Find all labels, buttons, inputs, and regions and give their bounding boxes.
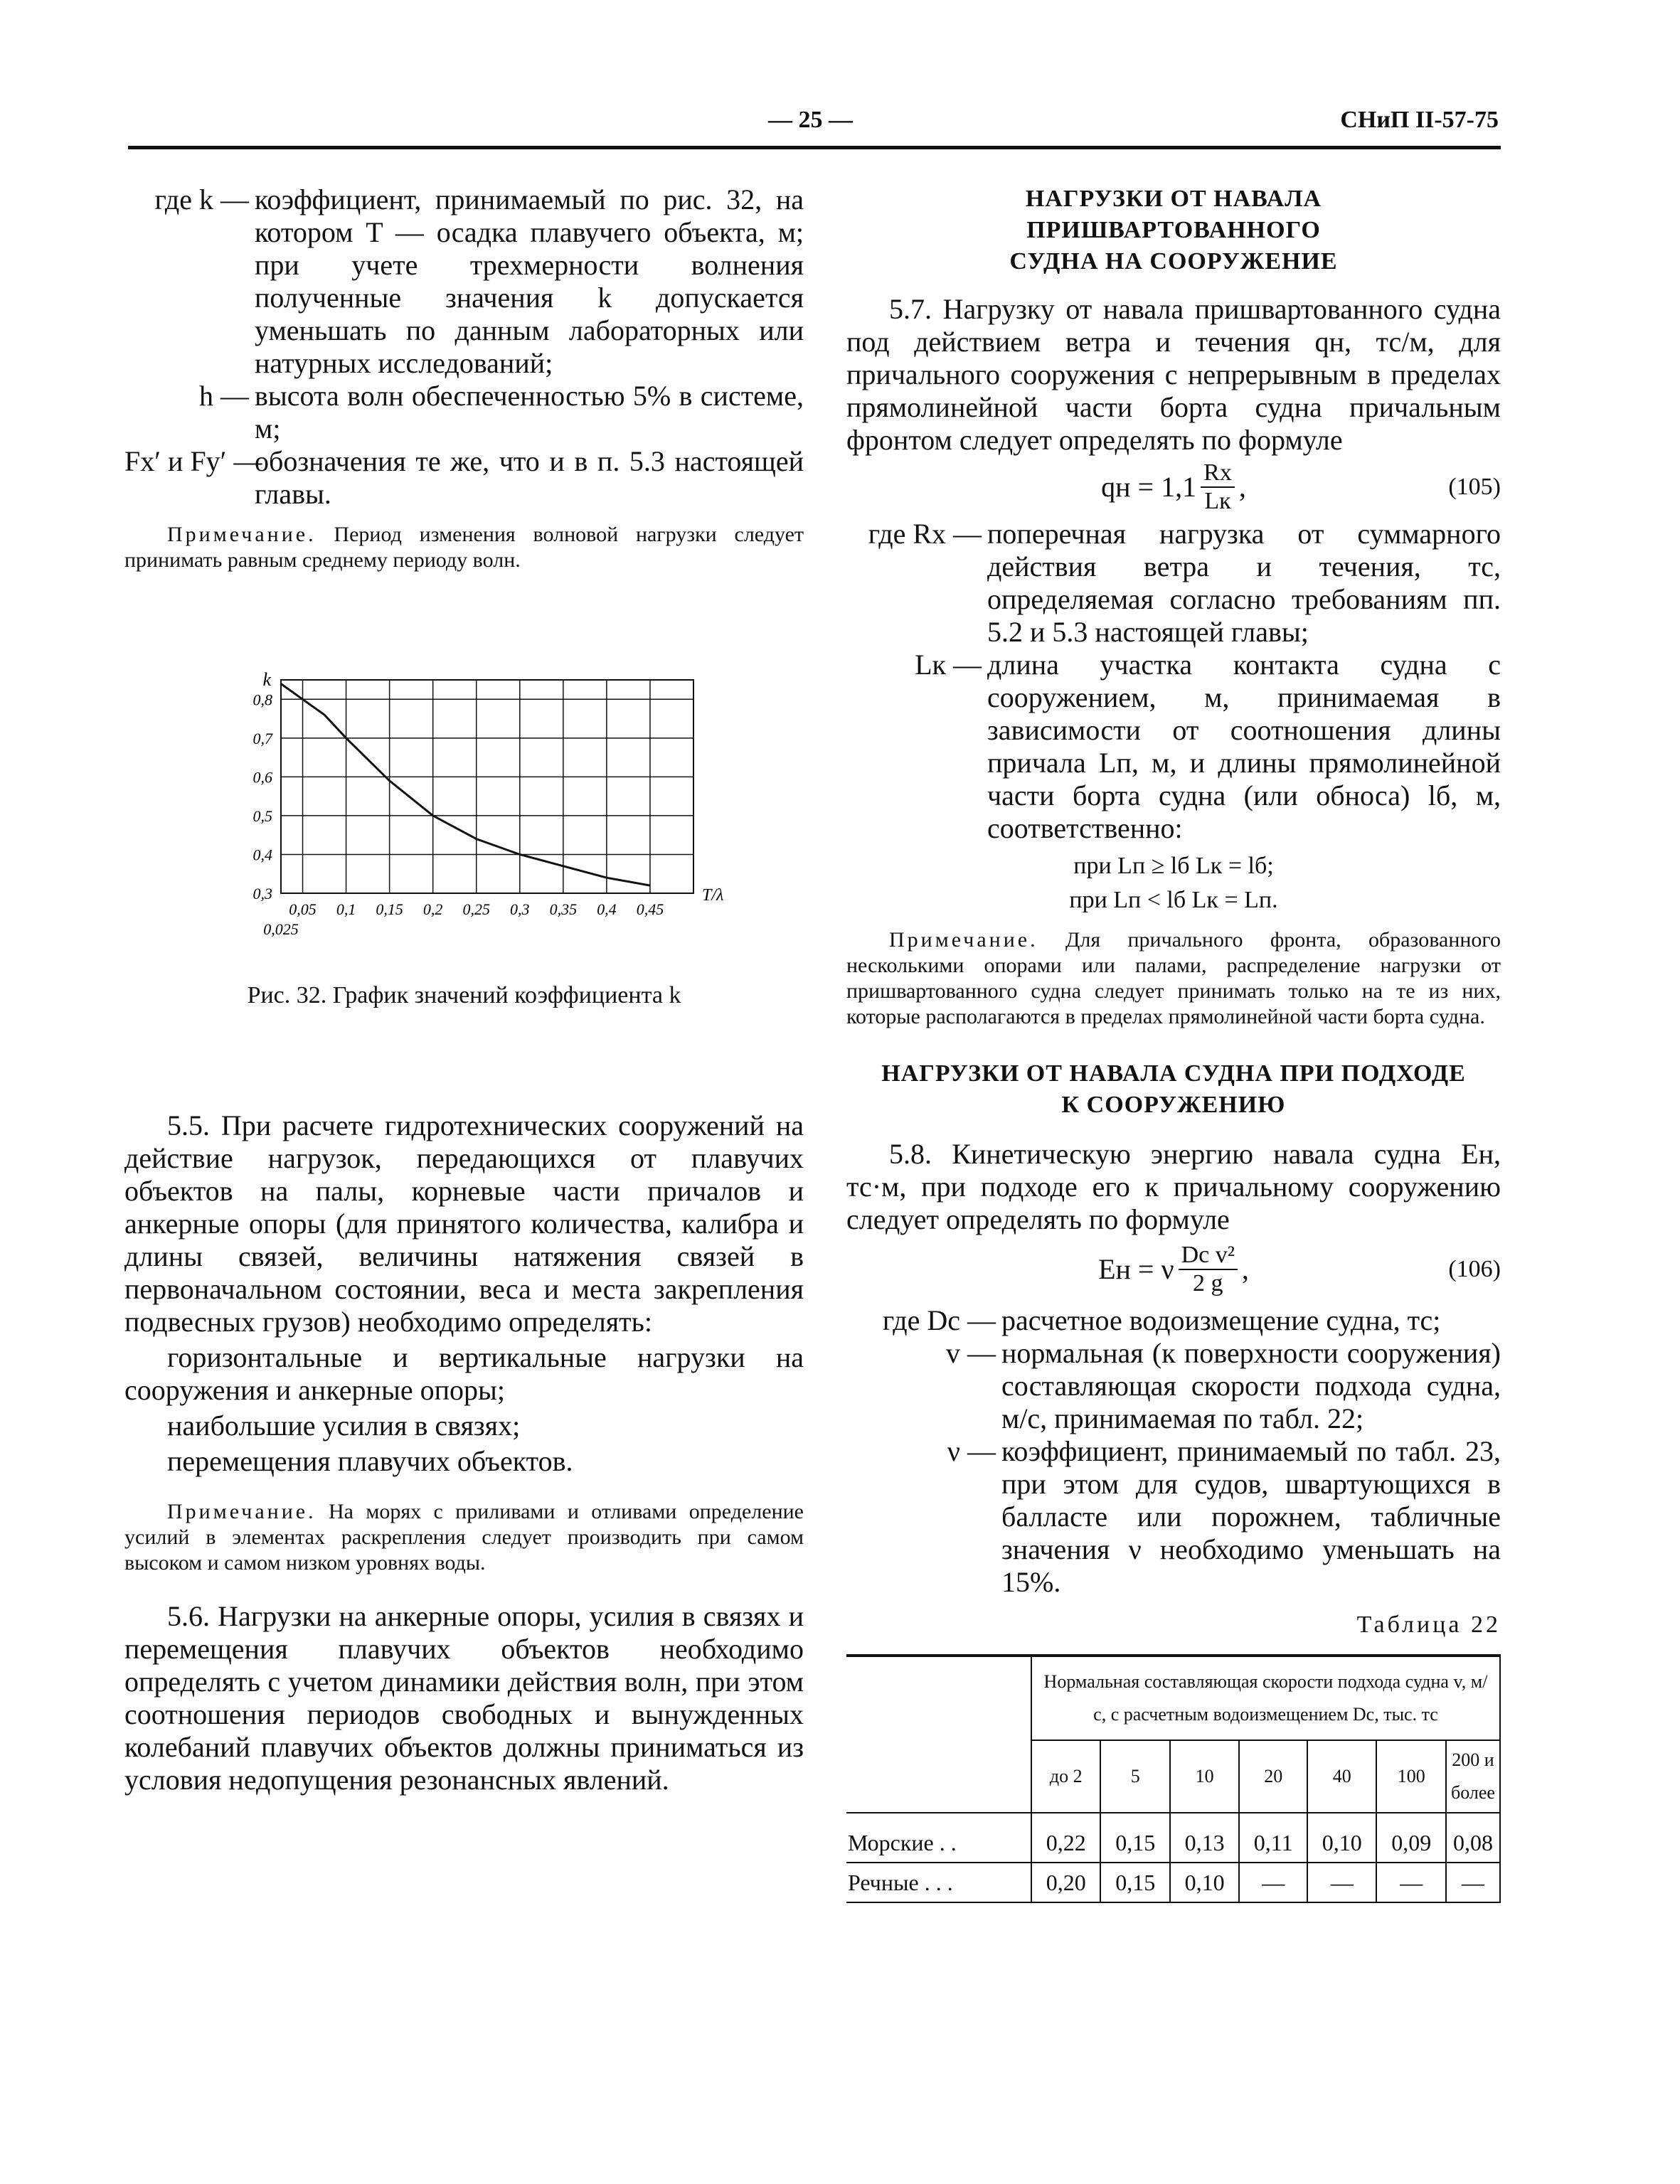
table-column-header: до 2 [1031, 1740, 1100, 1813]
fraction-denominator: Lк [1204, 488, 1231, 514]
condition-2: при Lп < lб Lк = Lп. [1069, 887, 1278, 913]
definition-term: где k — [154, 183, 249, 215]
definition-term: h — [199, 380, 249, 412]
table-cell: — [1307, 1863, 1376, 1902]
formula-lhs: Eн = ν [1098, 1253, 1174, 1285]
figure-32 [238, 659, 836, 950]
table-title: Таблица 22 [1356, 1612, 1501, 1638]
document-code: СНиП II-57-75 [1340, 107, 1499, 133]
note-label: Примечание. [167, 1500, 317, 1523]
definition-k [124, 183, 804, 380]
definition-v [846, 1337, 1501, 1435]
x-tick-label: 0,15 [376, 900, 403, 918]
table-cell: 0,08 [1446, 1813, 1500, 1863]
note-1 [124, 522, 804, 573]
x-tick-label: 0,025 [263, 920, 299, 938]
paragraph-5-7: 5.7. Нагрузку от навала пришвартованного судна под действием ветра и течения qн, тс/м, для причального сооружения с непрерывным в пределах прямолинейной части борта судна причальным фронтом следует определять по формуле [846, 293, 1501, 456]
table-cell: — [1376, 1863, 1446, 1902]
table-cell: — [1239, 1863, 1307, 1902]
formula-fraction [1179, 1242, 1238, 1297]
list-item: наибольшие усилия в связях; [167, 1410, 521, 1442]
note-2 [124, 1499, 804, 1576]
definition-rx [846, 518, 1501, 649]
definition-body: поперечная нагрузка от суммарного действия ветра и течения, тс, определяемая согласно требованиям пп. 5.2 и 5.3 настоящей главы; [987, 518, 1501, 648]
list-item: перемещения плавучих объектов. [167, 1445, 573, 1477]
note-3 [846, 927, 1501, 1030]
table-column-header: 40 [1307, 1740, 1376, 1813]
formula-number: (105) [1448, 474, 1501, 500]
definition-body: длина участка контакта судна с сооружением, м, принимаемая в зависимости от соотношения длины причала Lп, м, и длины прямолинейной части борта судна (или обноса) lб, м, соответственно: [987, 649, 1501, 844]
x-tick-label: 0,2 [422, 900, 443, 918]
table-column-header: 5 [1100, 1740, 1169, 1813]
definition-h [124, 380, 804, 445]
table-column-header: 100 [1376, 1740, 1446, 1813]
formula-106 [846, 1242, 1501, 1297]
y-axis-label: k [262, 669, 271, 690]
note-label: Примечание. [889, 928, 1038, 952]
table-column-header: 20 [1239, 1740, 1307, 1813]
section-heading-2: НАГРУЗКИ ОТ НАВАЛА СУДНА ПРИ ПОДХОДЕ К СООРУЖЕНИЮ [881, 1060, 1466, 1118]
x-tick-label: 0,3 [510, 900, 530, 918]
fraction-numerator: Dс v² [1179, 1242, 1238, 1270]
table-cell: 0,15 [1100, 1813, 1169, 1863]
definition-term: где Rx — [868, 518, 982, 550]
list-item: горизонтальные и вертикальные нагрузки на сооружения и анкерные опоры; [124, 1341, 804, 1406]
right-column [846, 183, 1501, 1903]
table-column-header: 200 и более [1446, 1740, 1500, 1813]
left-column [124, 183, 804, 1796]
table-header-main: Нормальная составляющая скорости подхода судна v, м/с, с расчетным водоизмещением Dс, тыс. тс [1031, 1656, 1500, 1740]
y-tick-label: 0,3 [252, 885, 272, 902]
definition-body: расчетное водоизмещение судна, тс; [1001, 1304, 1441, 1336]
note-text: Период изменения волновой нагрузки следует принимать равным среднему периоду волн. [124, 523, 804, 572]
note-text: На морях с приливами и отливами определение усилий в элементах раскрепления следует производить при самом высоком и самом низком уровнях воды. [124, 1500, 804, 1575]
paragraph-5-6: 5.6. Нагрузки на анкерные опоры, усилия в связях и перемещения плавучих объектов необходимо определять с учетом динамики действия волн, при этом соотношения периодов свободных и вынужденных колебаний плавучих объектов должны приниматься из условия недопущения резонансных явлений. [124, 1600, 804, 1796]
table-row [846, 1863, 1500, 1902]
x-tick-label: 0,45 [636, 900, 664, 918]
table-cell: 0,15 [1100, 1863, 1169, 1902]
definition-lk [846, 649, 1501, 845]
definition-term: где Dс — [882, 1304, 996, 1336]
y-tick-label: 0,6 [252, 768, 272, 787]
y-tick-label: 0,8 [252, 691, 272, 709]
table-row-label: Речные . . . [846, 1863, 1031, 1902]
table-cell: 0,10 [1170, 1863, 1239, 1902]
formula-fraction [1201, 459, 1235, 515]
paragraph-5-5: 5.5. При расчете гидротехнических сооружений на действие нагрузок, передающихся от плавучих объектов на палы, корневые части причалов и анкерные опоры (для принятого количества, калибра и длины связей, величины натяжения связей в первоначальном состоянии, веса и места закрепления подвесных грузов) необходимо определять: [124, 1109, 804, 1338]
x-tick-label: 0,05 [289, 900, 317, 918]
definition-dc [846, 1304, 1501, 1337]
condition-1: при Lп ≥ lб Lк = lб; [1073, 853, 1274, 879]
plot-frame [281, 680, 693, 893]
table-22 [846, 1654, 1501, 1903]
table-cell: 0,13 [1170, 1813, 1239, 1863]
table-column-header: 10 [1170, 1740, 1239, 1813]
x-tick-label: 0,4 [597, 900, 617, 918]
section-heading-1: НАГРУЗКИ ОТ НАВАЛА ПРИШВАРТОВАННОГО СУДНА НА СООРУЖЕНИЕ [1009, 186, 1338, 275]
definition-f [124, 445, 804, 511]
fraction-numerator: Rx [1201, 459, 1235, 488]
definition-body: коэффициент, принимаемый по рис. 32, на котором T — осадка плавучего объекта, м; при учете трехмерности волнения полученные значения k допускается уменьшать по данным лабораторных или натурных исследований; [255, 183, 804, 379]
definition-body: обозначения те же, что и в п. 5.3 настоящей главы. [255, 445, 804, 510]
series-line-k [281, 684, 650, 886]
definition-term: Lк — [915, 649, 982, 681]
formula-tail: , [1238, 471, 1246, 503]
formula-lhs: qн = 1,1 [1101, 471, 1197, 503]
table-row-label: Морские . . [846, 1813, 1031, 1863]
table-corner-cell [846, 1656, 1031, 1813]
table-header-row [846, 1656, 1500, 1740]
definition-term: Fx′ и Fy′ — [124, 445, 262, 477]
header-rule [128, 146, 1501, 149]
definition-body: нормальная (к поверхности сооружения) составляющая скорости подхода судна, м/с, принимаемая по табл. 22; [1001, 1337, 1501, 1434]
table-cell: 0,09 [1376, 1813, 1446, 1863]
figure-caption: Рис. 32. График значений коэффициента k [247, 982, 681, 1008]
note-label: Примечание. [167, 523, 317, 546]
x-tick-label: 0,1 [336, 900, 356, 918]
table-cell: — [1446, 1863, 1500, 1902]
note-text: Для причального фронта, образованного несколькими опорами или палами, распределение нагрузки от пришвартованного судна следует принимать только на те из них, которые располагаются в пределах прямолинейной части борта судна. [846, 928, 1501, 1028]
definition-nu [846, 1435, 1501, 1599]
definition-term: v — [946, 1337, 996, 1369]
table-cell: 0,11 [1239, 1813, 1307, 1863]
y-tick-label: 0,5 [252, 806, 272, 825]
table-cell: 0,10 [1307, 1813, 1376, 1863]
definition-term: ν — [947, 1435, 996, 1467]
y-tick-label: 0,7 [252, 729, 272, 747]
chart-k [238, 659, 836, 950]
paragraph-5-8: 5.8. Кинетическую энергию навала судна Eн, тс·м, при подходе его к причальному сооружению следует определять по формуле [846, 1138, 1501, 1235]
table-cell: 0,22 [1031, 1813, 1100, 1863]
formula-number: (106) [1448, 1256, 1501, 1282]
y-tick-label: 0,4 [252, 846, 272, 864]
x-tick-label: 0,35 [549, 900, 578, 918]
x-tick-label: 0,25 [462, 900, 490, 918]
table-row [846, 1813, 1500, 1863]
formula-tail: , [1241, 1253, 1249, 1285]
definition-body: коэффициент, принимаемый по табл. 23, при этом для судов, швартующихся в балласте или порожнем, табличные значения ν необходимо уменьшать на 15%. [1001, 1435, 1501, 1598]
table-cell: 0,20 [1031, 1863, 1100, 1902]
x-axis-label: T/λ [702, 886, 724, 905]
page-number: — 25 — [768, 107, 853, 133]
formula-105 [846, 459, 1501, 515]
definition-body: высота волн обеспеченностью 5% в системе, м; [255, 380, 804, 444]
fraction-denominator: 2 g [1192, 1270, 1223, 1296]
